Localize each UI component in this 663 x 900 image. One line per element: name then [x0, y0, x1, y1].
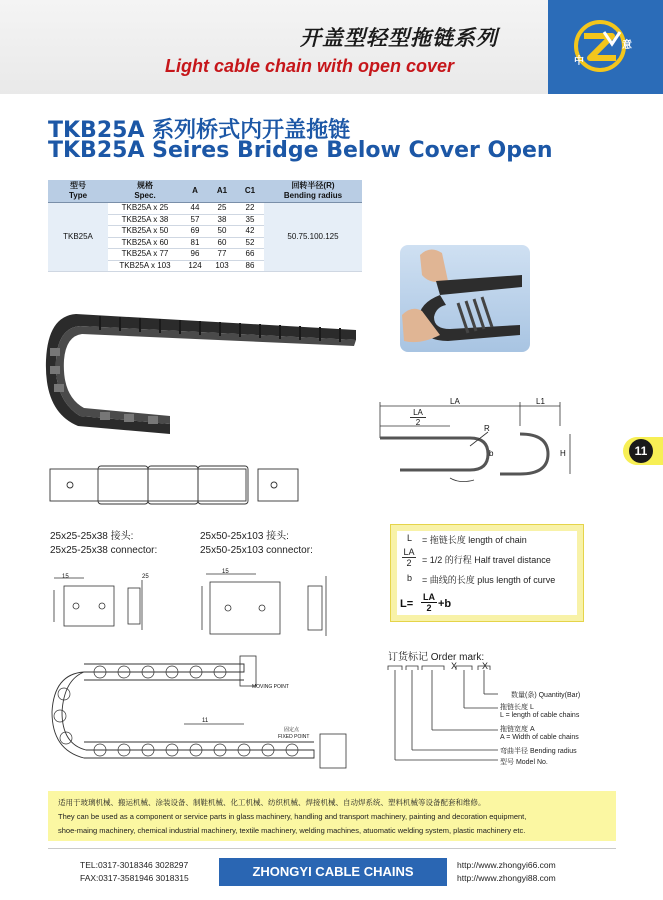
- connector-left-drawing: [44, 570, 154, 642]
- fixed-point-cn: 固定点: [284, 727, 300, 733]
- hand-holding-chain-photo: [400, 245, 530, 352]
- header-title-cn: 开盖型轻型拖链系列: [300, 26, 498, 50]
- type-cell: TKB25A: [48, 203, 108, 272]
- spec-table-header: [48, 180, 362, 203]
- dim-25-left: 25: [142, 574, 149, 580]
- spec-cell: TKB25A x 50: [108, 226, 182, 238]
- footer-fax: FAX:0317-3581946 3018315: [80, 873, 189, 883]
- product-title-cn: TKB25A 系列桥式内开盖拖链: [48, 118, 351, 143]
- header-type-en: Type: [68, 191, 88, 200]
- header-title-en: Light cable chain with open cover: [165, 56, 455, 76]
- header-a1: A1: [208, 180, 236, 203]
- spec-cell: TKB25A x 77: [108, 249, 182, 261]
- footer-url-1[interactable]: http://www.zhongyi66.com: [457, 860, 556, 870]
- dim-r: R: [484, 424, 490, 433]
- legend-la-fraction: [402, 547, 416, 568]
- c1-cell: 35: [236, 214, 264, 226]
- dim-l1: L1: [536, 397, 545, 406]
- a-cell: 69: [182, 226, 208, 238]
- legend-b-symbol: b: [407, 573, 413, 583]
- connector-left-cn: 25x25-25x38 接头:: [50, 531, 134, 542]
- spec-cell: TKB25A x 60: [108, 237, 182, 249]
- legend-b-text: = 曲线的长度 plus length of curve: [422, 575, 556, 585]
- fixed-point-label: FIXED POINT: [278, 734, 310, 740]
- footer-brand: ZHONGYI CABLE CHAINS: [219, 858, 447, 886]
- a-cell: 57: [182, 214, 208, 226]
- applications-en-2: shoe-maing machinery, chemical industrial machinery, textile machinery, welding machines, atuomatic welding system, plastic machinery etc.: [58, 826, 526, 835]
- legend-la-den: 2: [402, 557, 416, 568]
- spec-table: [48, 180, 362, 272]
- a1-cell: 50: [208, 226, 236, 238]
- header-a: A: [182, 180, 208, 203]
- spec-cell: TKB25A x 38: [108, 214, 182, 226]
- order-line-model: 型号 Model No.: [500, 759, 548, 766]
- header-radius-en: Bending radius: [283, 191, 343, 200]
- applications-en-1: They can be used as a component or service parts in glass machinery, handling and transport machinery, painting and decoration equipment,: [58, 812, 527, 821]
- footer-tel: TEL:0317-3018346 3028297: [80, 860, 189, 870]
- legend-l-symbol: L: [407, 533, 413, 543]
- c1-cell: 52: [236, 237, 264, 249]
- chain-product-image: [40, 300, 360, 440]
- order-mark-diagram: [386, 664, 510, 768]
- formula-den: 2: [421, 602, 437, 613]
- legend-la-num: LA: [403, 547, 415, 557]
- order-line-width-cn: 拖链宽度 A: [500, 726, 535, 733]
- moving-point-label: MOVING POINT: [252, 684, 289, 690]
- chain-loop-drawing: [44, 650, 356, 778]
- dim-b: b: [489, 449, 494, 458]
- chain-side-view: [48, 465, 300, 505]
- order-x2: X: [482, 661, 489, 671]
- formula-left: L=: [400, 598, 414, 610]
- a-cell: 124: [182, 260, 208, 272]
- dim-la-half: [410, 408, 426, 427]
- header-type-cn: 型号: [70, 181, 86, 190]
- product-title-en: TKB25A Seires Bridge Below Cover Open: [48, 138, 553, 163]
- page-number: 11: [629, 439, 653, 463]
- a1-cell: 103: [208, 260, 236, 272]
- dim-la-half-den: 2: [410, 417, 426, 427]
- header-c1: C1: [236, 180, 264, 203]
- formula-right: +b: [438, 598, 452, 610]
- formula-num: LA: [423, 592, 435, 602]
- order-line-quantity: 数量(条) Quantity(Bar): [511, 692, 581, 699]
- c1-cell: 66: [236, 249, 264, 261]
- a1-cell: 25: [208, 203, 236, 215]
- order-mark-title: 订货标记 Order mark:: [388, 652, 485, 663]
- order-x1: X: [451, 661, 458, 671]
- header-spec-en: Spec.: [134, 191, 156, 200]
- a1-cell: 77: [208, 249, 236, 261]
- connector-right-drawing: [196, 566, 346, 644]
- spec-cell: TKB25A x 25: [108, 203, 182, 215]
- dim-h: H: [560, 449, 566, 458]
- formula-fraction: [421, 592, 437, 613]
- a-cell: 96: [182, 249, 208, 261]
- legend-l-text: = 拖链长度 length of chain: [422, 535, 527, 545]
- connector-left-en: 25x25-25x38 connector:: [50, 545, 158, 556]
- connector-right-en: 25x50-25x103 connector:: [200, 545, 313, 556]
- dim-15-right: 15: [222, 569, 229, 575]
- c1-cell: 42: [236, 226, 264, 238]
- dim-11: 11: [202, 718, 209, 724]
- a-cell: 44: [182, 203, 208, 215]
- dimension-diagram: [370, 396, 585, 486]
- a1-cell: 38: [208, 214, 236, 226]
- a-cell: 81: [182, 237, 208, 249]
- spec-cell: TKB25A x 103: [108, 260, 182, 272]
- table-row: [48, 203, 362, 215]
- legend-la-text: = 1/2 的行程 Half travel distance: [422, 555, 551, 565]
- order-line-radius: 弯曲半径 Bending radius: [500, 748, 577, 755]
- c1-cell: 86: [236, 260, 264, 272]
- dim-la: LA: [450, 397, 460, 406]
- c1-cell: 22: [236, 203, 264, 215]
- logo-text-left: 中: [574, 56, 584, 67]
- radius-cell: 50.75.100.125: [264, 203, 362, 272]
- header-radius-cn: 回转半径(R): [291, 181, 335, 190]
- footer-divider: [48, 848, 616, 849]
- order-line-width-en: A = Width of cable chains: [500, 734, 579, 741]
- order-line-length-cn: 拖链长度 L: [500, 704, 534, 711]
- logo-text-right: 意: [622, 40, 632, 51]
- dim-la-half-num: LA: [413, 408, 423, 417]
- header-spec-cn: 规格: [137, 181, 153, 190]
- connector-right-cn: 25x50-25x103 接头:: [200, 531, 289, 542]
- order-line-length-en: L = length of cable chains: [500, 712, 580, 719]
- footer-url-2[interactable]: http://www.zhongyi88.com: [457, 873, 556, 883]
- a1-cell: 60: [208, 237, 236, 249]
- applications-cn: 适用于玻璃机械、搬运机械、涂装设备、制鞋机械、化工机械、纺织机械、焊接机械、自动焊系统、塑料机械等设备配套和维修。: [58, 798, 486, 807]
- dim-15-left: 15: [62, 574, 69, 580]
